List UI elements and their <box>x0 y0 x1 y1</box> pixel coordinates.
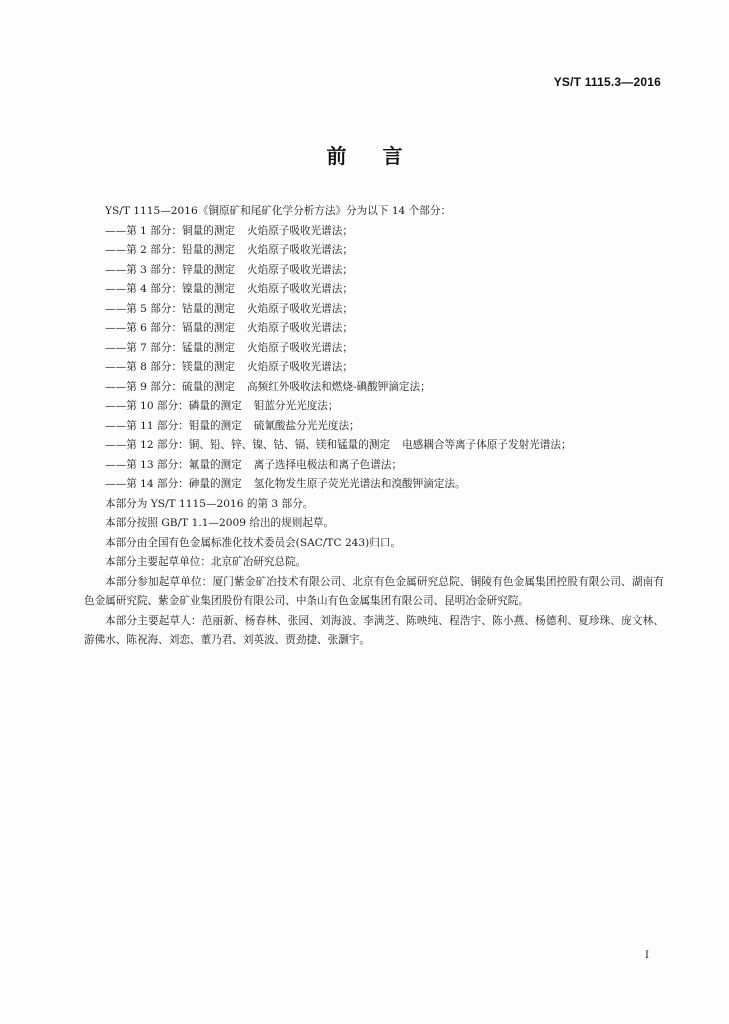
part-method: 火焰原子吸收光谱法； <box>247 322 353 334</box>
part-item <box>84 222 664 242</box>
part-number: ——第 14 部分： <box>105 478 189 490</box>
part-measure: 锌量的测定 <box>182 263 236 276</box>
part-number: ——第 8 部分： <box>105 361 183 373</box>
part-method: 火焰原子吸收光谱法； <box>247 244 353 256</box>
part-measure: 氟量的测定 <box>188 458 242 471</box>
part-method: 火焰原子吸收光谱法； <box>247 341 353 354</box>
page-title: 前言 <box>326 144 439 168</box>
part-item <box>84 241 664 261</box>
part-number: ——第 1 部分： <box>105 224 183 237</box>
part-method: 电感耦合等离子体原子发射光谱法； <box>402 439 572 451</box>
part-method: 硫氰酸盐分光光度法； <box>253 419 360 432</box>
main-drafter-unit-statement: 本部分主要起草单位：北京矿冶研究总院。 <box>105 556 307 568</box>
part-number: ——第 13 部分： <box>105 458 189 471</box>
part-measure: 砷量的测定 <box>188 478 242 490</box>
part-number: ——第 4 部分： <box>105 283 183 295</box>
part-item <box>84 436 664 456</box>
part-item <box>84 417 664 437</box>
foreword-body <box>84 202 664 651</box>
part-item <box>84 475 664 495</box>
part-measure: 铜量的测定 <box>182 224 236 237</box>
part-item <box>84 339 664 359</box>
drafting-rule-statement: 本部分按照 GB/T 1.1—2009 给出的规则起草。 <box>105 517 335 529</box>
part-number: ——第 9 部分： <box>105 380 183 393</box>
part-item <box>84 456 664 476</box>
part-item <box>84 358 664 378</box>
part-number: ——第 5 部分： <box>105 302 183 315</box>
part-item <box>84 378 664 398</box>
part-method: 火焰原子吸收光谱法； <box>247 263 353 276</box>
part-number: ——第 12 部分： <box>105 439 189 451</box>
part-method: 氢化物发生原子荧光光谱法和溴酸钾滴定法。 <box>253 478 466 490</box>
part-item <box>84 261 664 281</box>
part-measure: 铅量的测定 <box>182 244 236 256</box>
part-method: 钼蓝分光光度法； <box>253 400 339 412</box>
part-measure: 磷量的测定 <box>188 400 242 412</box>
part-method: 火焰原子吸收光谱法； <box>247 302 353 315</box>
part-measure: 镍量的测定 <box>182 283 236 295</box>
part-measure: 锰量的测定 <box>182 341 236 354</box>
part-number: ——第 6 部分： <box>105 322 183 334</box>
part-measure: 铜、铅、锌、镍、钴、镉、镁和锰量的测定 <box>188 439 391 451</box>
part-method: 离子选择电极法和离子色谱法； <box>253 458 403 471</box>
page-number: I <box>645 950 649 961</box>
committee-statement: 本部分由全国有色金属标准化技术委员会(SAC/TC 243)归口。 <box>105 536 402 549</box>
part-number: ——第 7 部分： <box>105 341 183 354</box>
part-number: ——第 10 部分： <box>105 400 189 412</box>
part-number: ——第 11 部分： <box>105 419 189 432</box>
part-method: 火焰原子吸收光谱法； <box>247 361 353 373</box>
part-method: 火焰原子吸收光谱法； <box>247 224 353 237</box>
part-measure: 硫量的测定 <box>182 380 236 393</box>
part-method: 火焰原子吸收光谱法； <box>247 283 353 295</box>
main-drafters-statement: 本部分主要起草人：范丽新、杨春林、张园、刘海波、李满芝、陈映纯、程浩宇、陈小燕、杨德利、夏珍珠、庞文林、游佛水、陈祝海、刘恋、董乃君、刘英波、贾劲捷、张灏宇。 <box>84 614 664 646</box>
part-item <box>84 397 664 417</box>
part-of-statement: 本部分为 YS/T 1115—2016 的第 3 部分。 <box>105 497 314 510</box>
part-item <box>84 319 664 339</box>
part-item <box>84 300 664 320</box>
part-measure: 镉量的测定 <box>182 322 236 334</box>
standard-code: YS/T 1115.3—2016 <box>553 75 661 89</box>
part-measure: 镁量的测定 <box>182 361 236 373</box>
part-method: 高频红外吸收法和燃烧-碘酸钾滴定法； <box>247 380 431 393</box>
part-measure: 钴量的测定 <box>182 302 236 315</box>
part-number: ——第 2 部分： <box>105 244 183 256</box>
part-measure: 钼量的测定 <box>188 419 242 432</box>
participating-units-statement: 本部分参加起草单位：厦门紫金矿冶技术有限公司、北京有色金属研究总院、铜陵有色金属集团控股有限公司、湖南有色金属研究院、紫金矿业集团股份有限公司、中条山有色金属集团有限公司、昆明冶金研究院。 <box>84 575 664 607</box>
part-item <box>84 280 664 300</box>
part-number: ——第 3 部分： <box>105 263 183 276</box>
intro-paragraph: YS/T 1115—2016《铜原矿和尾矿化学分析方法》分为以下 14 个部分： <box>105 205 452 217</box>
